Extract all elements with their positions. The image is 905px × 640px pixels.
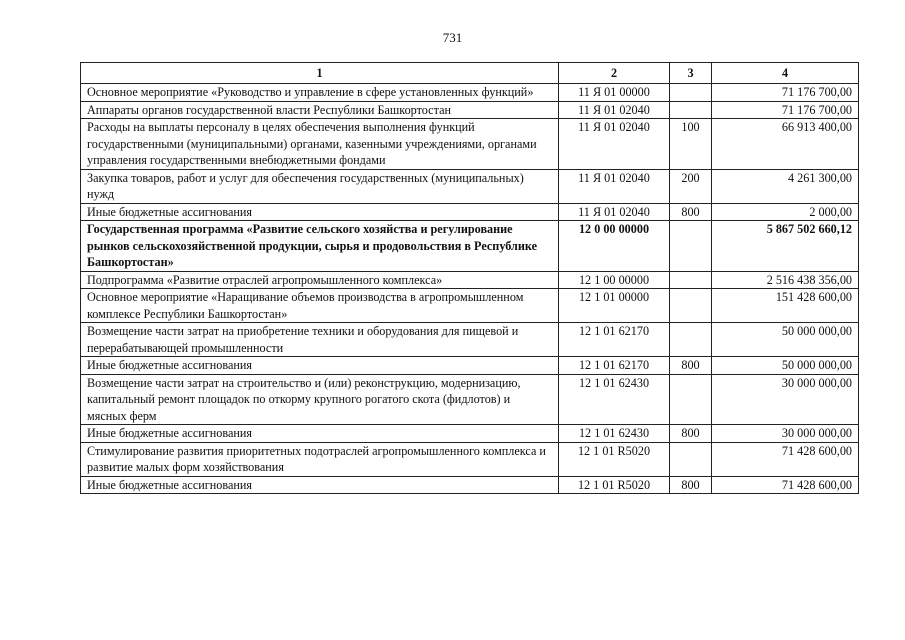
budget-table [80,62,859,494]
cell-type: 800 [670,357,712,375]
column-header-sum: 4 [712,63,859,84]
cell-type: 800 [670,203,712,221]
table-row [81,374,859,425]
table-row [81,221,859,272]
cell-code: 12 1 01 62430 [559,425,670,443]
table-header-row [81,63,859,84]
cell-code: 12 1 01 62430 [559,374,670,425]
table-row [81,84,859,102]
cell-sum: 151 428 600,00 [712,289,859,323]
cell-code: 12 1 01 62170 [559,357,670,375]
column-header-name: 1 [81,63,559,84]
cell-name: Подпрограмма «Развитие отраслей агропромышленного комплекса» [81,271,559,289]
table-row [81,271,859,289]
cell-name: Закупка товаров, работ и услуг для обеспечения государственных (муниципальных) нужд [81,169,559,203]
cell-code: 11 Я 01 02040 [559,101,670,119]
table-row [81,119,859,170]
cell-type [670,221,712,272]
cell-sum: 50 000 000,00 [712,357,859,375]
table-body [81,84,859,494]
cell-code: 11 Я 01 02040 [559,169,670,203]
table-row [81,289,859,323]
cell-sum: 71 176 700,00 [712,101,859,119]
cell-type: 800 [670,476,712,494]
cell-name: Возмещение части затрат на приобретение техники и оборудования для пищевой и перерабатывающей промышленности [81,323,559,357]
cell-type [670,442,712,476]
cell-name: Возмещение части затрат на строительство и (или) реконструкцию, модернизацию, капитальный ремонт площадок по откорму крупного рогатого скота (фидлотов) и мясных ферм [81,374,559,425]
cell-code: 12 1 01 00000 [559,289,670,323]
cell-type: 100 [670,119,712,170]
cell-sum: 2 000,00 [712,203,859,221]
column-header-code: 2 [559,63,670,84]
cell-type: 200 [670,169,712,203]
cell-type [670,289,712,323]
cell-name: Стимулирование развития приоритетных подотраслей агропромышленного комплекса и развитие малых форм хозяйствования [81,442,559,476]
table-row [81,357,859,375]
cell-code: 12 0 00 00000 [559,221,670,272]
table-row [81,476,859,494]
cell-sum: 5 867 502 660,12 [712,221,859,272]
table-row [81,442,859,476]
cell-sum: 71 428 600,00 [712,442,859,476]
cell-code: 12 1 00 00000 [559,271,670,289]
cell-sum: 50 000 000,00 [712,323,859,357]
cell-name: Основное мероприятие «Наращивание объемов производства в агропромышленном комплексе Республики Башкортостан» [81,289,559,323]
cell-sum: 30 000 000,00 [712,374,859,425]
table-row [81,101,859,119]
table-row [81,323,859,357]
cell-type: 800 [670,425,712,443]
cell-name: Государственная программа «Развитие сельского хозяйства и регулирование рынков сельскохозяйственной продукции, сырья и продовольствия в Республике Башкортостан» [81,221,559,272]
cell-name: Основное мероприятие «Руководство и управление в сфере установленных функций» [81,84,559,102]
cell-name: Аппараты органов государственной власти Республики Башкортостан [81,101,559,119]
cell-name: Иные бюджетные ассигнования [81,357,559,375]
cell-type [670,271,712,289]
column-header-type: 3 [670,63,712,84]
cell-name: Иные бюджетные ассигнования [81,476,559,494]
cell-sum: 4 261 300,00 [712,169,859,203]
cell-name: Расходы на выплаты персоналу в целях обеспечения выполнения функций государственными (муниципальными) органами, казенными учреждениями, органами управления государственными внебюджетными фондами [81,119,559,170]
cell-code: 11 Я 01 02040 [559,203,670,221]
cell-code: 11 Я 01 02040 [559,119,670,170]
cell-code: 12 1 01 R5020 [559,476,670,494]
cell-sum: 66 913 400,00 [712,119,859,170]
table-row [81,203,859,221]
cell-name: Иные бюджетные ассигнования [81,203,559,221]
cell-type [670,374,712,425]
cell-sum: 30 000 000,00 [712,425,859,443]
cell-code: 11 Я 01 00000 [559,84,670,102]
cell-sum: 71 428 600,00 [712,476,859,494]
cell-code: 12 1 01 R5020 [559,442,670,476]
cell-code: 12 1 01 62170 [559,323,670,357]
cell-sum: 2 516 438 356,00 [712,271,859,289]
cell-sum: 71 176 700,00 [712,84,859,102]
table-row [81,169,859,203]
cell-type [670,101,712,119]
table-row [81,425,859,443]
cell-name: Иные бюджетные ассигнования [81,425,559,443]
page-number: 731 [442,30,463,45]
cell-type [670,84,712,102]
cell-type [670,323,712,357]
